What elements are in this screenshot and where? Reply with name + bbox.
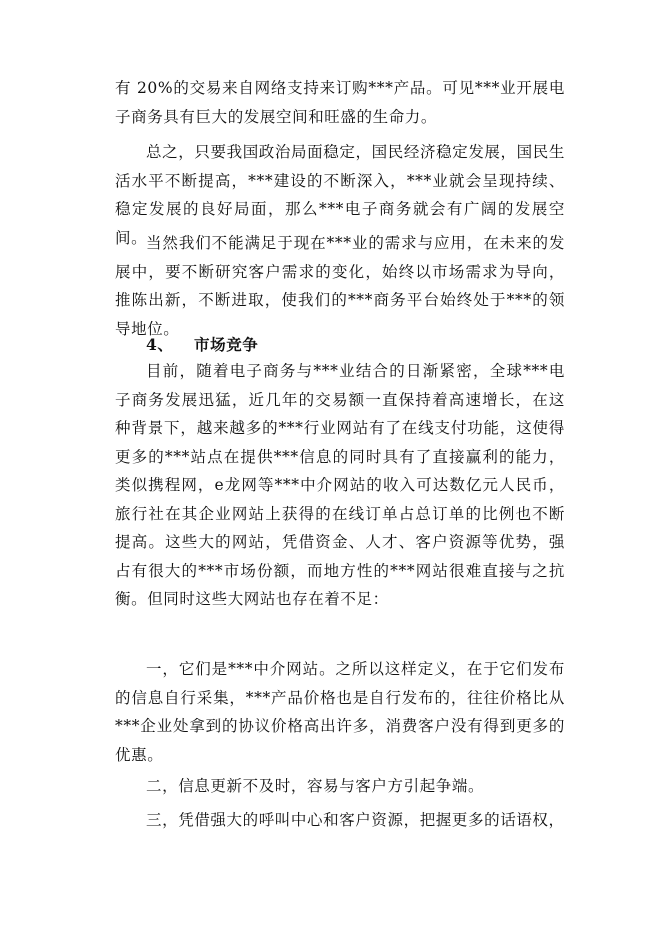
- list-item-point-one: 一，它们是***中介网站。之所以这样定义，在于它们发布的信息自行采集，***产品价格也是自行发布的，往往价格比从***企业处拿到的协议价格高出许多，消费客户没有得到更多的优惠。: [115, 660, 565, 764]
- list-item-point-three: 三，凭借强大的呼叫中心和客户资源，把握更多的话语权，: [146, 811, 565, 829]
- section-number: 4、: [146, 335, 174, 354]
- paragraph-market-competition: 目前，随着电子商务与***业结合的日渐紧密，全球***电子商务发展迅猛，近几年的交易额一直保持着高速增长，在这种背景下，越来越多的***行业网站有了在线支付功能，这使得更多的***站点在提供***信息的同时具有了直接赢利的能力，类似携程网，e龙网等***中介网站的收入可达数亿元人民币，旅行社在其企业网站上获得的在线订单占总订单的比例也不断提高。这些大的网站，凭借资金、人才、客户资源等优势，强占有很大的***市场份额，而地方性的***网站很难直接与之抗衡。但同时这些大网站也存在着不足：: [115, 362, 565, 608]
- paragraph-outlook: 当然我们不能满足于现在***业的需求与应用，在未来的发展中，要不断研究客户需求的变化，始终以市场需求为导向，推陈出新，不断进取，使我们的***商务平台始终处于***的领导地位。: [115, 234, 565, 338]
- list-item-point-two: 二，信息更新不及时，容易与客户方引起争端。: [146, 777, 485, 795]
- section-title: 市场竞争: [194, 335, 259, 354]
- paragraph-summary: 总之，只要我国政治局面稳定，国民经济稳定发展，国民生活水平不断提高，***建设的不断深入，***业就会呈现持续、稳定发展的良好局面，那么***电子商务就会有广阔的发展空间。: [115, 143, 565, 247]
- section-heading: [146, 331, 258, 359]
- paragraph-continuation: 有 20%的交易来自网络支持来订购***产品。可见***业开展电子商务具有巨大的发展空间和旺盛的生命力。: [115, 79, 565, 126]
